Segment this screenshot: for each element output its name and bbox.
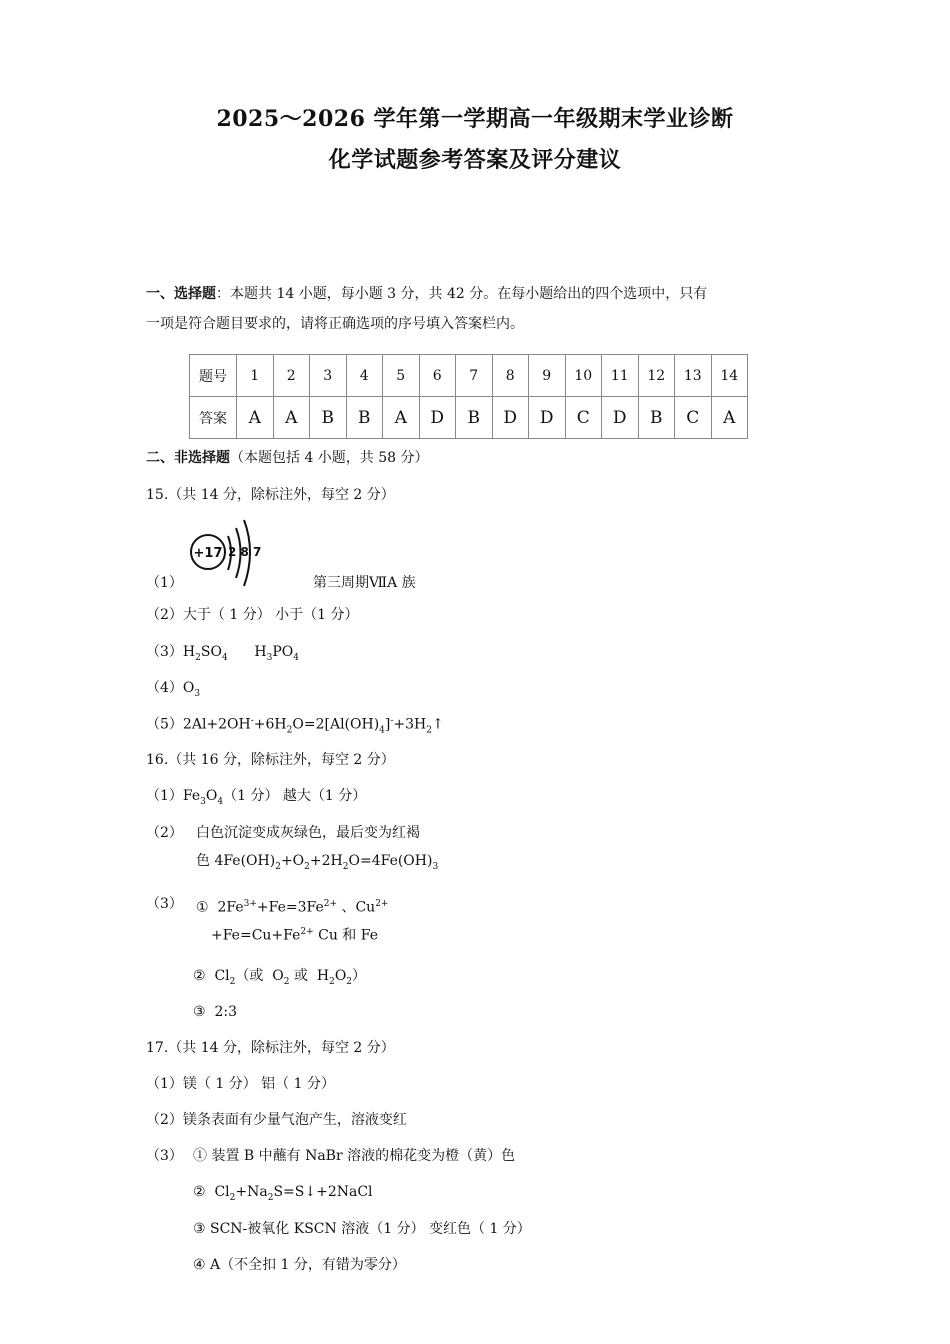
q15-part5: $(5)2Al+2OH^-+6H_2O=2[Al(OH)_4]^-+3H_2↑$: [146, 716, 444, 736]
answer-cell: D: [529, 397, 566, 439]
question-number: 1: [237, 355, 274, 397]
q16-part1-label: （1）: [146, 788, 183, 804]
table-row-label: 答案: [190, 397, 237, 439]
answer-table: [189, 354, 748, 439]
q16-part1: $(1)Fe_3O_4(1$ 分） 越大（1 分）: [146, 788, 367, 807]
q15-part4-label: （4）: [146, 680, 183, 696]
chlorine-atom-structure-diagram: [184, 514, 268, 588]
answer-cell: A: [711, 397, 748, 439]
q16-heading: 16.（共 16 分，除标注外，每空 2 分）: [146, 752, 395, 768]
answer-cell: A: [273, 397, 310, 439]
answer-cell: A: [237, 397, 274, 439]
q15-heading: 15.（共 14 分，除标注外，每空 2 分）: [146, 487, 395, 503]
q17-part3-item2: ② $Cl_2+Na_2S=S↓+2NaCl$: [193, 1184, 373, 1203]
q17-part3-label: （3）: [146, 1148, 183, 1164]
part1-intro-line2: 一项是符合题目要求的，请将正确选项的序号填入答案栏内。: [146, 316, 524, 332]
q16-part2-prefix: 色: [196, 853, 215, 869]
answer-cell: C: [675, 397, 712, 439]
question-number: 4: [346, 355, 383, 397]
question-number: 13: [675, 355, 712, 397]
electron-counts: 2 8 7: [228, 545, 262, 559]
q15-part3: $(3)H_2SO_4$ $H_3PO_4$: [146, 644, 299, 663]
question-number: 7: [456, 355, 493, 397]
q16-part3-label: （3）: [146, 896, 183, 912]
q16-part3-ratio: 2:3: [214, 1004, 237, 1020]
question-number: 5: [383, 355, 420, 397]
answer-cell: A: [383, 397, 420, 439]
answer-cell: D: [419, 397, 456, 439]
q15-part3-label: （3）: [146, 644, 183, 660]
q15-part5-label: （5）: [146, 716, 183, 733]
answer-cell: B: [346, 397, 383, 439]
question-number: 6: [419, 355, 456, 397]
q17-part3-item4: ④ A（不全扣 1 分，有错为零分）: [193, 1257, 406, 1273]
answer-cell: B: [456, 397, 493, 439]
q17-part1: （1）镁（ 1 分） 铝（ 1 分）: [146, 1076, 335, 1092]
question-number-row: [190, 355, 748, 397]
q16-part3-item1-line2: $+Fe=Cu+Fe^{2+}$ Cu 和 Fe: [211, 927, 378, 944]
q16-part3-item1-line1: ① $2Fe^{3+}+Fe=3Fe^{2+}$ 、$Cu^{2+}$: [196, 899, 389, 916]
question-number: 12: [638, 355, 675, 397]
q15-part2: （2）大于（ 1 分） 小于（1 分）: [146, 607, 359, 623]
q16-part3-marker1: ①: [196, 899, 209, 916]
question-number: 11: [602, 355, 639, 397]
q17-heading: 17.（共 14 分，除标注外，每空 2 分）: [146, 1040, 395, 1056]
q15-part1-label: （1）: [146, 575, 183, 591]
part1-intro-text: ：本题共 14 小题，每小题 3 分，共 42 分。在每小题给出的四个选项中，只有: [216, 286, 708, 302]
part1-intro: [146, 284, 707, 304]
exam-subtitle: 化学试题参考答案及评分建议: [328, 147, 622, 173]
q17-part3-item1: ① 装置 B 中蘸有 NaBr 溶液的棉花变为橙（黄）色: [193, 1148, 516, 1164]
q16-part2-line1: 白色沉淀变成灰绿色，最后变为红褐: [196, 825, 420, 841]
q16-part3-item2: ② $Cl_2$（或 $O_2$ 或 $H_2O_2$）: [193, 968, 367, 987]
question-number: 14: [711, 355, 748, 397]
table-row-label: 题号: [190, 355, 237, 397]
answer-cell: C: [565, 397, 602, 439]
answer-cell: B: [310, 397, 347, 439]
q16-part2-label: （2）: [146, 825, 183, 841]
q16-part2-line2: 色 $4Fe(OH)_2+O_2+2H_2O=4Fe(OH)_3$: [196, 853, 439, 872]
part2-intro-text: （本题包括 4 小题，共 58 分）: [230, 450, 429, 466]
answer-cell: D: [602, 397, 639, 439]
part1-heading: 一、选择题: [146, 286, 216, 302]
part2-heading: 二、非选择题: [146, 450, 230, 466]
part2-intro: [146, 448, 429, 468]
answer-cell: D: [492, 397, 529, 439]
q16-part3-marker2: ②: [193, 968, 206, 984]
q16-part3-item3: [193, 1002, 237, 1022]
q17-part2: （2）镁条表面有少量气泡产生，溶液变红: [146, 1112, 407, 1128]
answer-cell: B: [638, 397, 675, 439]
q16-part3-tail: Cu 和 Fe: [313, 927, 378, 944]
question-number: 2: [273, 355, 310, 397]
nucleus-charge: +17: [193, 546, 223, 561]
question-number: 9: [529, 355, 566, 397]
q17-part3-marker2: ②: [193, 1184, 206, 1200]
exam-title: 2025～2026 学年第一学期高一年级期末学业诊断: [216, 106, 734, 132]
q15-part1-answer: 第三周期ⅦA 族: [313, 575, 416, 591]
q17-part3-item3: ③ SCN-被氧化 KSCN 溶液（1 分） 变红色（ 1 分）: [193, 1221, 531, 1237]
answer-row: [190, 397, 748, 439]
question-number: 8: [492, 355, 529, 397]
question-number: 10: [565, 355, 602, 397]
q15-part4: $(4)O_3$: [146, 680, 201, 699]
q16-part3-marker3: ③: [193, 1004, 206, 1020]
question-number: 3: [310, 355, 347, 397]
q16-part1-tail: （1 分） 越大（1 分）: [223, 788, 367, 804]
